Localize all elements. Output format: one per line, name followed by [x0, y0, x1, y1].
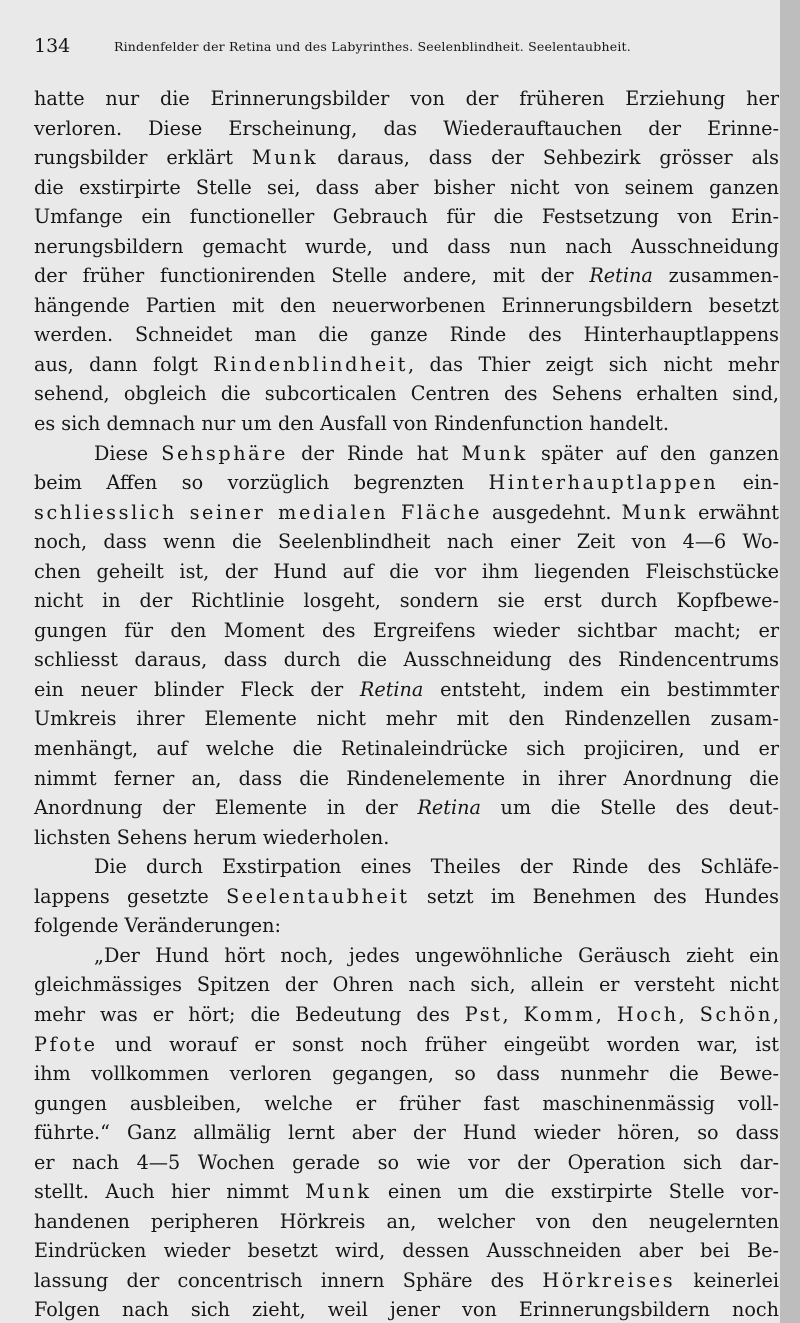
- text-line: Folgen nach sich zieht, weil jener von Erinnerungsbildern noch: [34, 1298, 779, 1322]
- text-line: der früher functionirenden Stelle andere, mit der Retina zusammen-: [34, 264, 779, 288]
- text-line: nerungsbildern gemacht wurde, und dass nun nach Ausschneidung: [34, 234, 779, 258]
- text-line: aus, dann folgt Rindenblindheit, das Thier zeigt sich nicht mehr: [34, 352, 780, 376]
- text-line: lichsten Sehens herum wiederholen.: [34, 825, 390, 849]
- text-line: menhängt, auf welche die Retinaleindrücke sich projiciren, und er: [34, 737, 779, 761]
- text-line: lassung der concentrisch innern Sphäre des Hörkreises keinerlei: [34, 1268, 779, 1292]
- text-line: Pfote und worauf er sonst noch früher eingeübt worden war, ist: [34, 1032, 779, 1056]
- text-line: hatte nur die Erinnerungsbilder von der früheren Erziehung her: [34, 87, 779, 110]
- text-line: lappens gesetzte Seelentaubheit setzt im Benehmen des Hundes: [34, 884, 779, 908]
- text-line: Diese Sehsphäre der Rinde hat Munk später auf den ganzen: [94, 441, 780, 465]
- text-line: chen geheilt ist, der Hund auf die vor ihm liegenden Fleischstücke: [34, 559, 779, 583]
- text-line: „Der Hund hört noch, jedes ungewöhnliche Geräusch zieht ein: [94, 943, 779, 967]
- text-line: ihm vollkommen verloren gegangen, so dass nunmehr die Bewe-: [34, 1062, 779, 1086]
- text-line: sehend, obgleich die subcorticalen Centren des Sehens erhalten sind,: [34, 382, 779, 406]
- text-line: die exstirpirte Stelle sei, dass aber bisher nicht von seinem ganzen: [34, 175, 779, 199]
- text-line: führte.“ Ganz allmälig lernt aber der Hund wieder hören, so dass: [34, 1121, 779, 1145]
- text-line: gungen für den Moment des Ergreifens wieder sichtbar macht; er: [34, 618, 779, 642]
- text-line: gungen ausbleiben, welche er früher fast maschinenmässig voll-: [34, 1091, 779, 1115]
- text-line: mehr was er hört; die Bedeutung des Pst, Komm, Hoch, Schön,: [34, 1002, 780, 1026]
- page-number: 134: [34, 35, 71, 57]
- text-line: er nach 4—5 Wochen gerade so wie vor der Operation sich dar-: [34, 1150, 779, 1174]
- text-line: schliesst daraus, dass durch die Ausschneidung des Rindencentrums: [34, 648, 779, 672]
- text-line: Anordnung der Elemente in der Retina um die Stelle des deut-: [34, 796, 779, 820]
- text-line: Umfange ein functioneller Gebrauch für die Festsetzung von Erin-: [34, 205, 779, 229]
- text-line: hängende Partien mit den neuerworbenen Erinnerungsbildern besetzt: [34, 293, 779, 317]
- text-line: schliesslich seiner medialen Fläche ausgedehnt. Munk erwähnt: [34, 500, 779, 524]
- text-line: Umkreis ihrer Elemente nicht mehr mit den Rindenzellen zusam-: [34, 707, 779, 731]
- body-text: [34, 84, 779, 1323]
- text-line: stellt. Auch hier nimmt Munk einen um die exstirpirte Stelle vor-: [34, 1180, 779, 1204]
- text-line: noch, dass wenn die Seelenblindheit nach einer Zeit von 4—6 Wo-: [34, 530, 779, 554]
- text-line: beim Affen so vorzüglich begrenzten Hinterhauptlappen ein-: [34, 471, 779, 495]
- text-line: ein neuer blinder Fleck der Retina entsteht, indem ein bestimmter: [34, 677, 779, 701]
- running-head: Rindenfelder der Retina und des Labyrinthes. Seelenblindheit. Seelentaubheit.: [114, 39, 631, 54]
- text-line: rungsbilder erklärt Munk daraus, dass der Sehbezirk grösser als: [34, 146, 779, 170]
- text-line: folgende Veränderungen:: [34, 914, 281, 938]
- text-line: Eindrücken wieder besetzt wird, dessen Ausschneiden aber bei Be-: [34, 1239, 779, 1263]
- text-line: es sich demnach nur um den Ausfall von Rindenfunction handelt.: [34, 412, 669, 436]
- page-edge-shadow: [780, 0, 800, 1323]
- text-line: handenen peripheren Hörkreis an, welcher von den neugelernten: [34, 1209, 779, 1233]
- page-header: [34, 34, 734, 58]
- text-line: nicht in der Richtlinie losgeht, sondern sie erst durch Kopfbewe-: [34, 589, 779, 613]
- text-line: nimmt ferner an, dass die Rindenelemente in ihrer Anordnung die: [34, 766, 779, 790]
- text-line: werden. Schneidet man die ganze Rinde des Hinterhauptlappens: [34, 323, 779, 347]
- text-line: Die durch Exstirpation eines Theiles der Rinde des Schläfe-: [94, 855, 779, 879]
- text-line: gleichmässiges Spitzen der Ohren nach sich, allein er versteht nicht: [34, 973, 779, 997]
- text-line: verloren. Diese Erscheinung, das Wiederauftauchen der Erinne-: [34, 116, 779, 140]
